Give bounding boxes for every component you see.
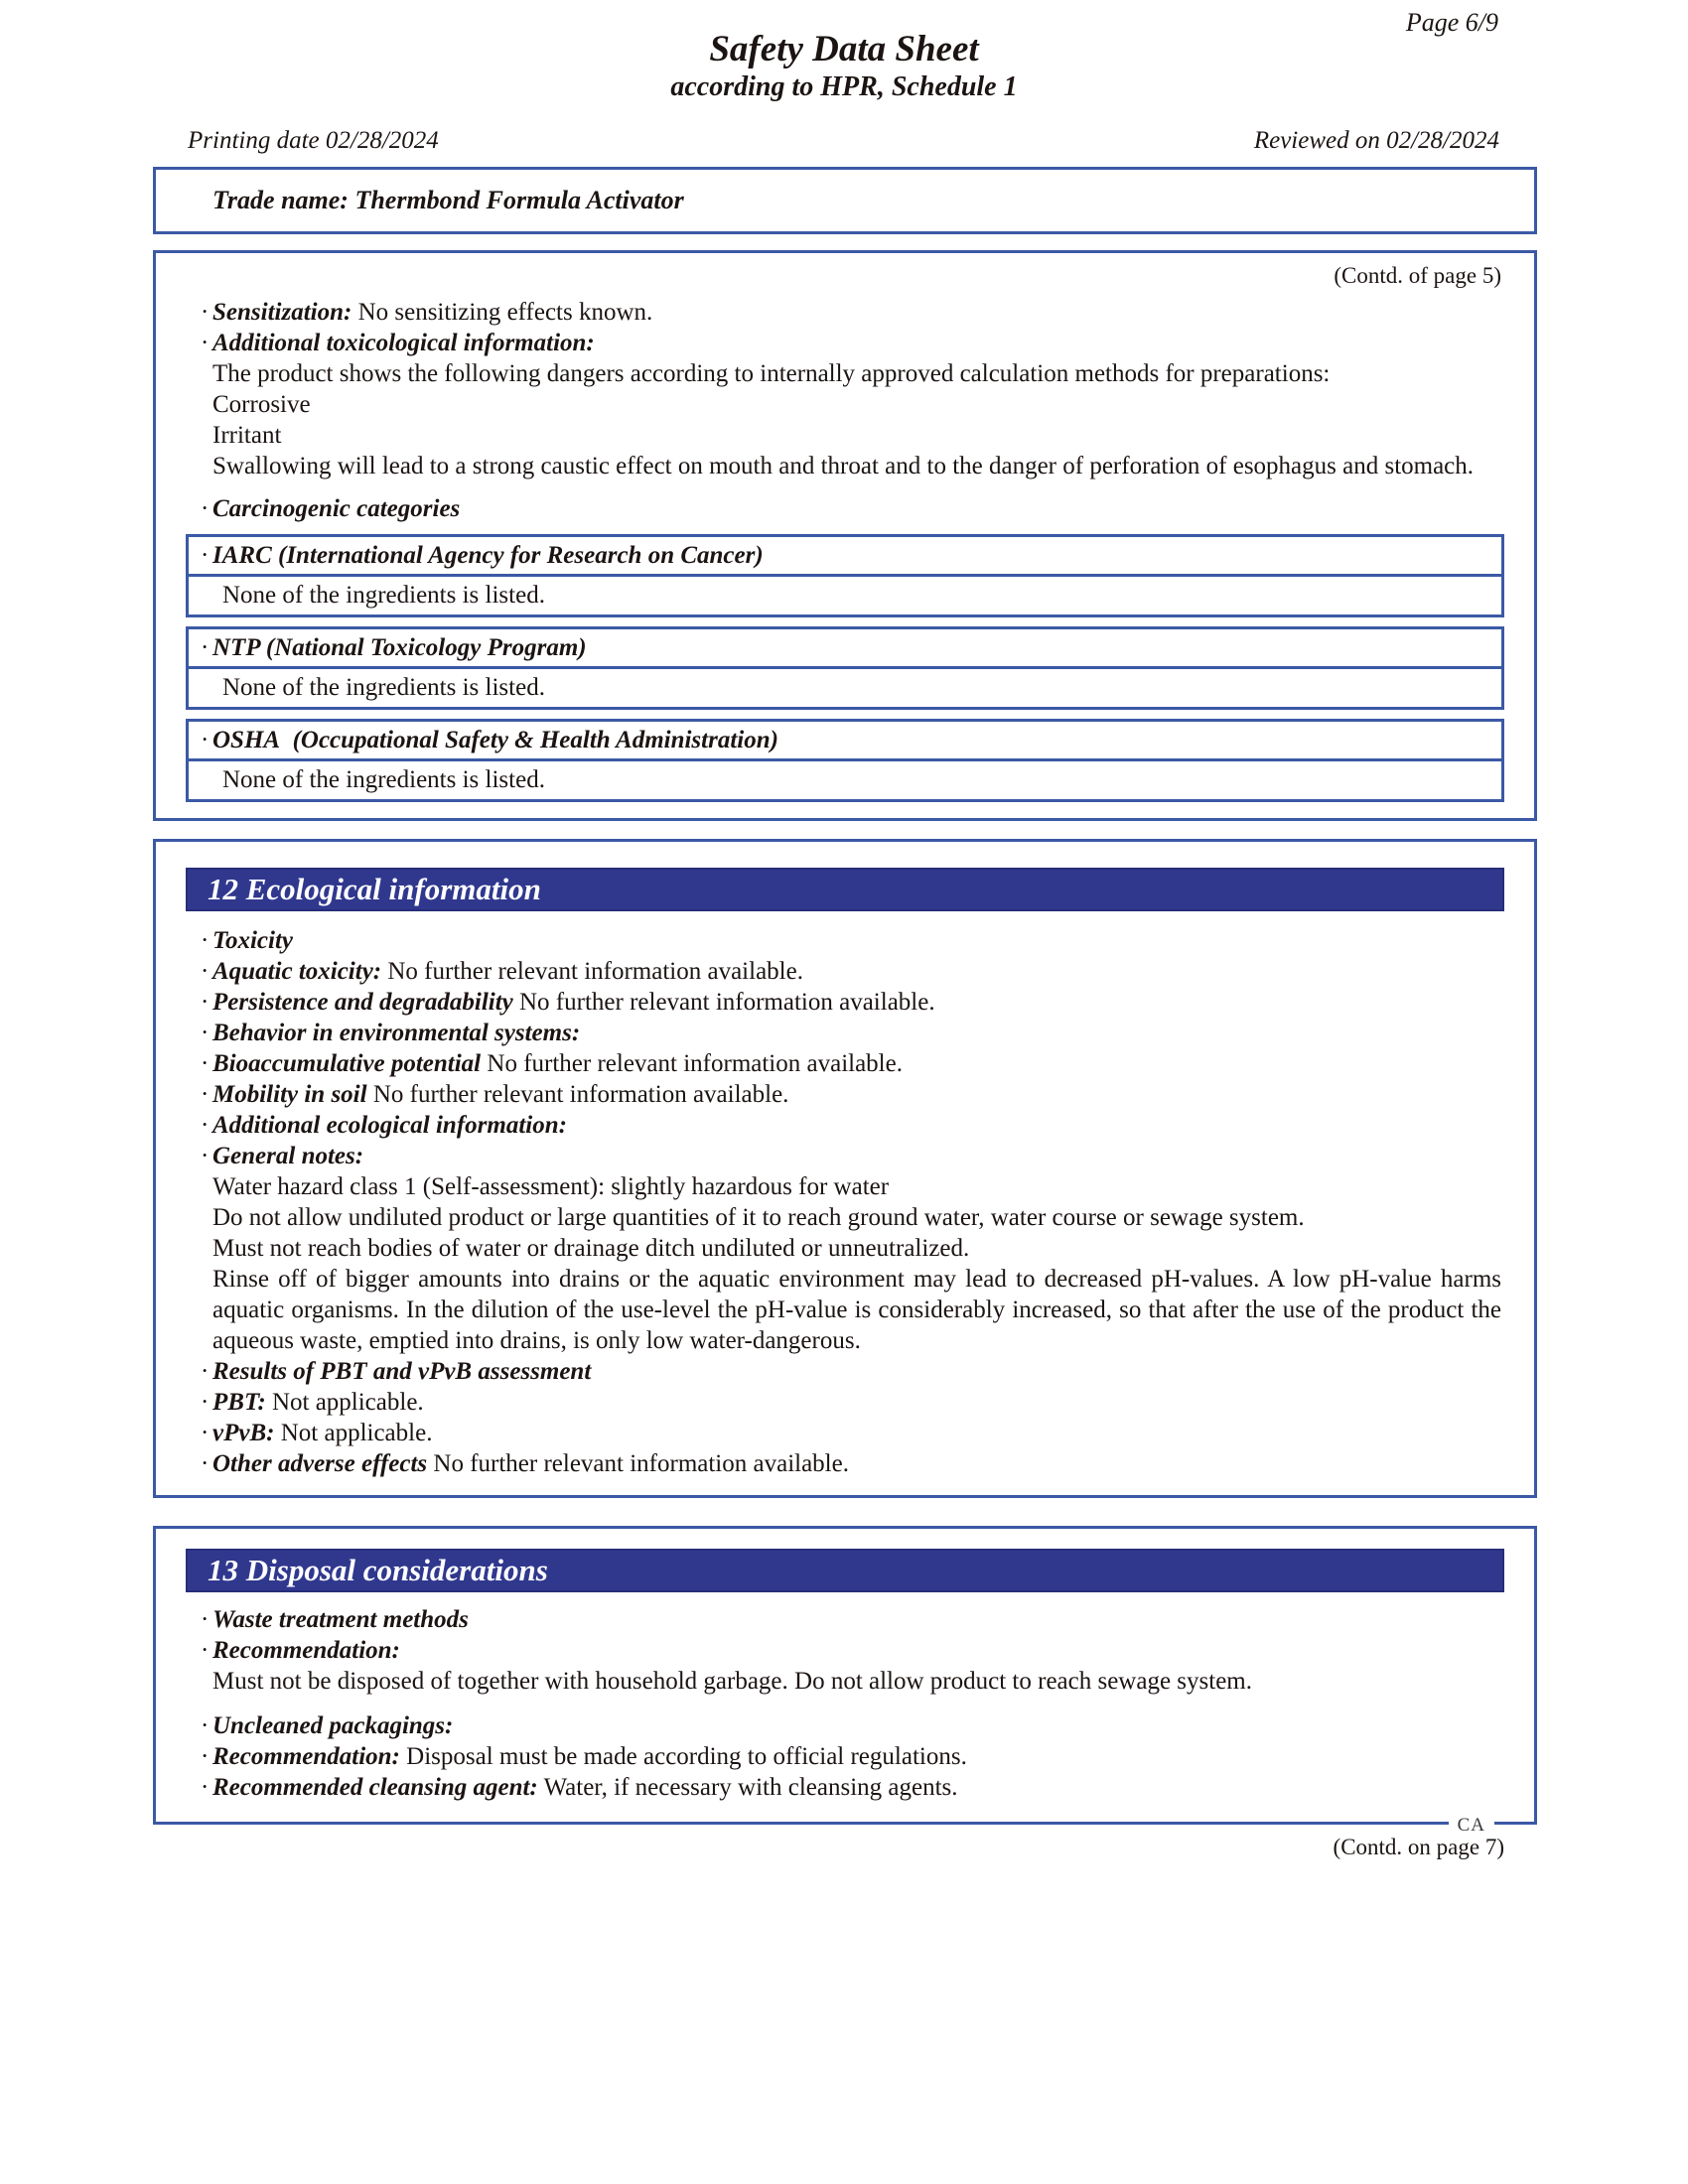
line-cleansing-agent bbox=[201, 1772, 1501, 1803]
line-uncleaned-recommendation bbox=[201, 1741, 1501, 1772]
water-hazard-text: Water hazard class 1 (Self-assessment): slightly hazardous for water bbox=[212, 1173, 890, 1200]
cleansing-agent-text: Water, if necessary with cleansing agents. bbox=[543, 1774, 958, 1801]
line-additional-tox bbox=[201, 328, 1501, 358]
sensitization-label: Sensitization: bbox=[212, 299, 352, 326]
osha-body: None of the ingredients is listed. bbox=[222, 766, 545, 793]
vpvb-label: vPvB: bbox=[212, 1420, 275, 1446]
must-not-reach-text: Must not reach bodies of water or drainage ditch undiluted or unneutralized. bbox=[212, 1235, 970, 1262]
no-undiluted-text: Do not allow undiluted product or large quantities of it to reach ground water, water course or sewage system. bbox=[212, 1204, 1305, 1231]
bullet-marker: · bbox=[201, 1143, 210, 1169]
reviewed-on-date: Reviewed on 02/28/2024 bbox=[1253, 127, 1499, 154]
carcinogen-table-iarc bbox=[186, 534, 1504, 617]
bioaccumulative-label: Bioaccumulative potential bbox=[212, 1050, 482, 1077]
line-sensitization bbox=[201, 297, 1501, 328]
additional-eco-label: Additional ecological information: bbox=[212, 1112, 567, 1139]
disposal-content bbox=[201, 1604, 1501, 1803]
bullet-marker: · bbox=[201, 1712, 210, 1739]
line-mobility bbox=[201, 1079, 1501, 1110]
line-other-adverse bbox=[201, 1448, 1501, 1479]
bullet-marker: · bbox=[201, 958, 210, 985]
section-13-header-bar bbox=[186, 1549, 1504, 1592]
line-additional-eco bbox=[201, 1110, 1501, 1141]
bullet-marker: · bbox=[201, 542, 210, 569]
contd-on-page: (Contd. on page 7) bbox=[1333, 1835, 1504, 1859]
line-carcinogenic bbox=[201, 493, 1501, 524]
bullet-marker: · bbox=[201, 727, 210, 753]
bullet-marker: · bbox=[201, 1050, 210, 1077]
sensitization-text: No sensitizing effects known. bbox=[357, 299, 653, 326]
bullet-marker: · bbox=[201, 1450, 210, 1477]
behavior-label: Behavior in environmental systems: bbox=[212, 1020, 581, 1046]
ntp-header: NTP (National Toxicology Program) bbox=[212, 634, 587, 661]
ntp-body-row bbox=[189, 669, 1501, 707]
recommendation-text: Must not be disposed of together with household garbage. Do not allow product to reach sewage system. bbox=[212, 1668, 1252, 1695]
doc-title: Safety Data Sheet bbox=[709, 29, 979, 69]
line-waste-methods bbox=[201, 1604, 1501, 1635]
mobility-label: Mobility in soil bbox=[212, 1081, 367, 1108]
line-toxicity bbox=[201, 925, 1501, 956]
line-behavior bbox=[201, 1018, 1501, 1048]
ecological-content bbox=[201, 925, 1501, 1479]
pbt-label: PBT: bbox=[212, 1389, 266, 1416]
corrosive-text: Corrosive bbox=[212, 391, 311, 418]
persistence-text: No further relevant information available. bbox=[519, 989, 935, 1016]
mobility-text: No further relevant information available. bbox=[372, 1081, 789, 1108]
country-code: CA bbox=[1449, 1815, 1494, 1837]
line-uncleaned bbox=[201, 1710, 1501, 1741]
line-aquatic bbox=[201, 956, 1501, 987]
toxicology-frame bbox=[153, 250, 1537, 821]
section-12-header-bar bbox=[186, 868, 1504, 911]
page-number: Page 6/9 bbox=[1405, 8, 1498, 37]
trade-name: Trade name: Thermbond Formula Activator bbox=[212, 186, 684, 214]
carcinogenic-label: Carcinogenic categories bbox=[212, 495, 461, 522]
iarc-body-row bbox=[189, 577, 1501, 614]
bioaccumulative-text: No further relevant information available. bbox=[487, 1050, 903, 1077]
bullet-marker: · bbox=[201, 1420, 210, 1446]
toxicity-label: Toxicity bbox=[212, 927, 294, 954]
other-adverse-label: Other adverse effects bbox=[212, 1450, 428, 1477]
line-recommendation-text bbox=[212, 1666, 1501, 1697]
bullet-marker: · bbox=[201, 989, 210, 1016]
uncleaned-recommendation-label: Recommendation: bbox=[212, 1743, 400, 1770]
bullet-marker: · bbox=[201, 1358, 210, 1385]
toxicology-content bbox=[201, 297, 1501, 524]
pbt-heading-label: Results of PBT and vPvB assessment bbox=[212, 1358, 592, 1385]
line-recommendation bbox=[201, 1635, 1501, 1666]
additional-tox-label: Additional toxicological information: bbox=[212, 330, 595, 356]
printing-date: Printing date 02/28/2024 bbox=[188, 127, 439, 154]
bullet-marker: · bbox=[201, 1637, 210, 1664]
line-corrosive bbox=[212, 389, 1501, 420]
iarc-header: IARC (International Agency for Research on Cancer) bbox=[212, 542, 764, 569]
waste-methods-label: Waste treatment methods bbox=[212, 1606, 469, 1633]
persistence-label: Persistence and degradability bbox=[212, 989, 513, 1016]
iarc-body: None of the ingredients is listed. bbox=[222, 582, 545, 609]
uncleaned-recommendation-text: Disposal must be made according to official regulations. bbox=[406, 1743, 967, 1770]
bullet-marker: · bbox=[201, 1389, 210, 1416]
swallowing-text: Swallowing will lead to a strong caustic effect on mouth and throat and to the danger of perforation of esophagus and stomach. bbox=[212, 453, 1475, 479]
pbt-text: Not applicable. bbox=[271, 1389, 424, 1416]
line-no-undiluted bbox=[212, 1202, 1501, 1233]
carcinogen-table-osha bbox=[186, 719, 1504, 802]
bullet-marker: · bbox=[201, 1081, 210, 1108]
osha-header: OSHA (Occupational Safety & Health Administration) bbox=[212, 727, 778, 753]
recommendation-label: Recommendation: bbox=[212, 1637, 400, 1664]
osha-header-row bbox=[189, 722, 1501, 761]
calc-methods-text: The product shows the following dangers according to internally approved calculation methods for preparations: bbox=[212, 360, 1331, 387]
uncleaned-label: Uncleaned packagings: bbox=[212, 1712, 454, 1739]
line-irritant bbox=[212, 420, 1501, 451]
ecological-frame bbox=[153, 839, 1537, 1498]
general-notes-label: General notes: bbox=[212, 1143, 364, 1169]
ntp-header-row bbox=[189, 629, 1501, 669]
spacer bbox=[212, 1697, 1501, 1710]
carcinogen-table-ntp bbox=[186, 626, 1504, 710]
other-adverse-text: No further relevant information available. bbox=[433, 1450, 849, 1477]
bullet-marker: · bbox=[201, 1774, 210, 1801]
irritant-text: Irritant bbox=[212, 422, 282, 449]
bullet-marker: · bbox=[201, 1020, 210, 1046]
aquatic-label: Aquatic toxicity: bbox=[212, 958, 382, 985]
line-must-not-reach bbox=[212, 1233, 1501, 1264]
rinse-off-text: Rinse off of bigger amounts into drains or the aquatic environment may lead to decreased pH-values. A low pH-value harms aquatic organisms. In the dilution of the use-level the pH-value is considerably increased, so that after the use of the product the aqueous waste, emptied into drains, is only low water-dangerous. bbox=[212, 1266, 1501, 1354]
bullet-marker: · bbox=[201, 1606, 210, 1633]
section-12-title: 12 Ecological information bbox=[208, 872, 541, 906]
bullet-marker: · bbox=[201, 1112, 210, 1139]
line-swallowing bbox=[212, 451, 1501, 481]
disposal-frame bbox=[153, 1526, 1537, 1836]
bullet-marker: · bbox=[201, 330, 210, 356]
trade-name-frame bbox=[153, 167, 1537, 234]
line-pbt-heading bbox=[201, 1356, 1501, 1387]
line-general-notes bbox=[201, 1141, 1501, 1171]
line-calc-methods bbox=[212, 358, 1501, 389]
line-rinse-off bbox=[212, 1264, 1501, 1356]
section-13-title: 13 Disposal considerations bbox=[208, 1553, 548, 1587]
doc-subtitle: according to HPR, Schedule 1 bbox=[670, 71, 1018, 102]
line-water-hazard bbox=[212, 1171, 1501, 1202]
contd-of-page: (Contd. of page 5) bbox=[1334, 263, 1501, 288]
ntp-body: None of the ingredients is listed. bbox=[222, 674, 545, 701]
aquatic-text: No further relevant information available. bbox=[387, 958, 803, 985]
vpvb-text: Not applicable. bbox=[280, 1420, 433, 1446]
line-pbt bbox=[201, 1387, 1501, 1418]
bullet-marker: · bbox=[201, 1743, 210, 1770]
iarc-header-row bbox=[189, 537, 1501, 577]
bullet-marker: · bbox=[201, 495, 210, 522]
osha-body-row bbox=[189, 761, 1501, 799]
bullet-marker: · bbox=[201, 927, 210, 954]
line-bioaccumulative bbox=[201, 1048, 1501, 1079]
bullet-marker: · bbox=[201, 299, 210, 326]
line-vpvb bbox=[201, 1418, 1501, 1448]
cleansing-agent-label: Recommended cleansing agent: bbox=[212, 1774, 538, 1801]
bullet-marker: · bbox=[201, 634, 210, 661]
line-persistence bbox=[201, 987, 1501, 1018]
